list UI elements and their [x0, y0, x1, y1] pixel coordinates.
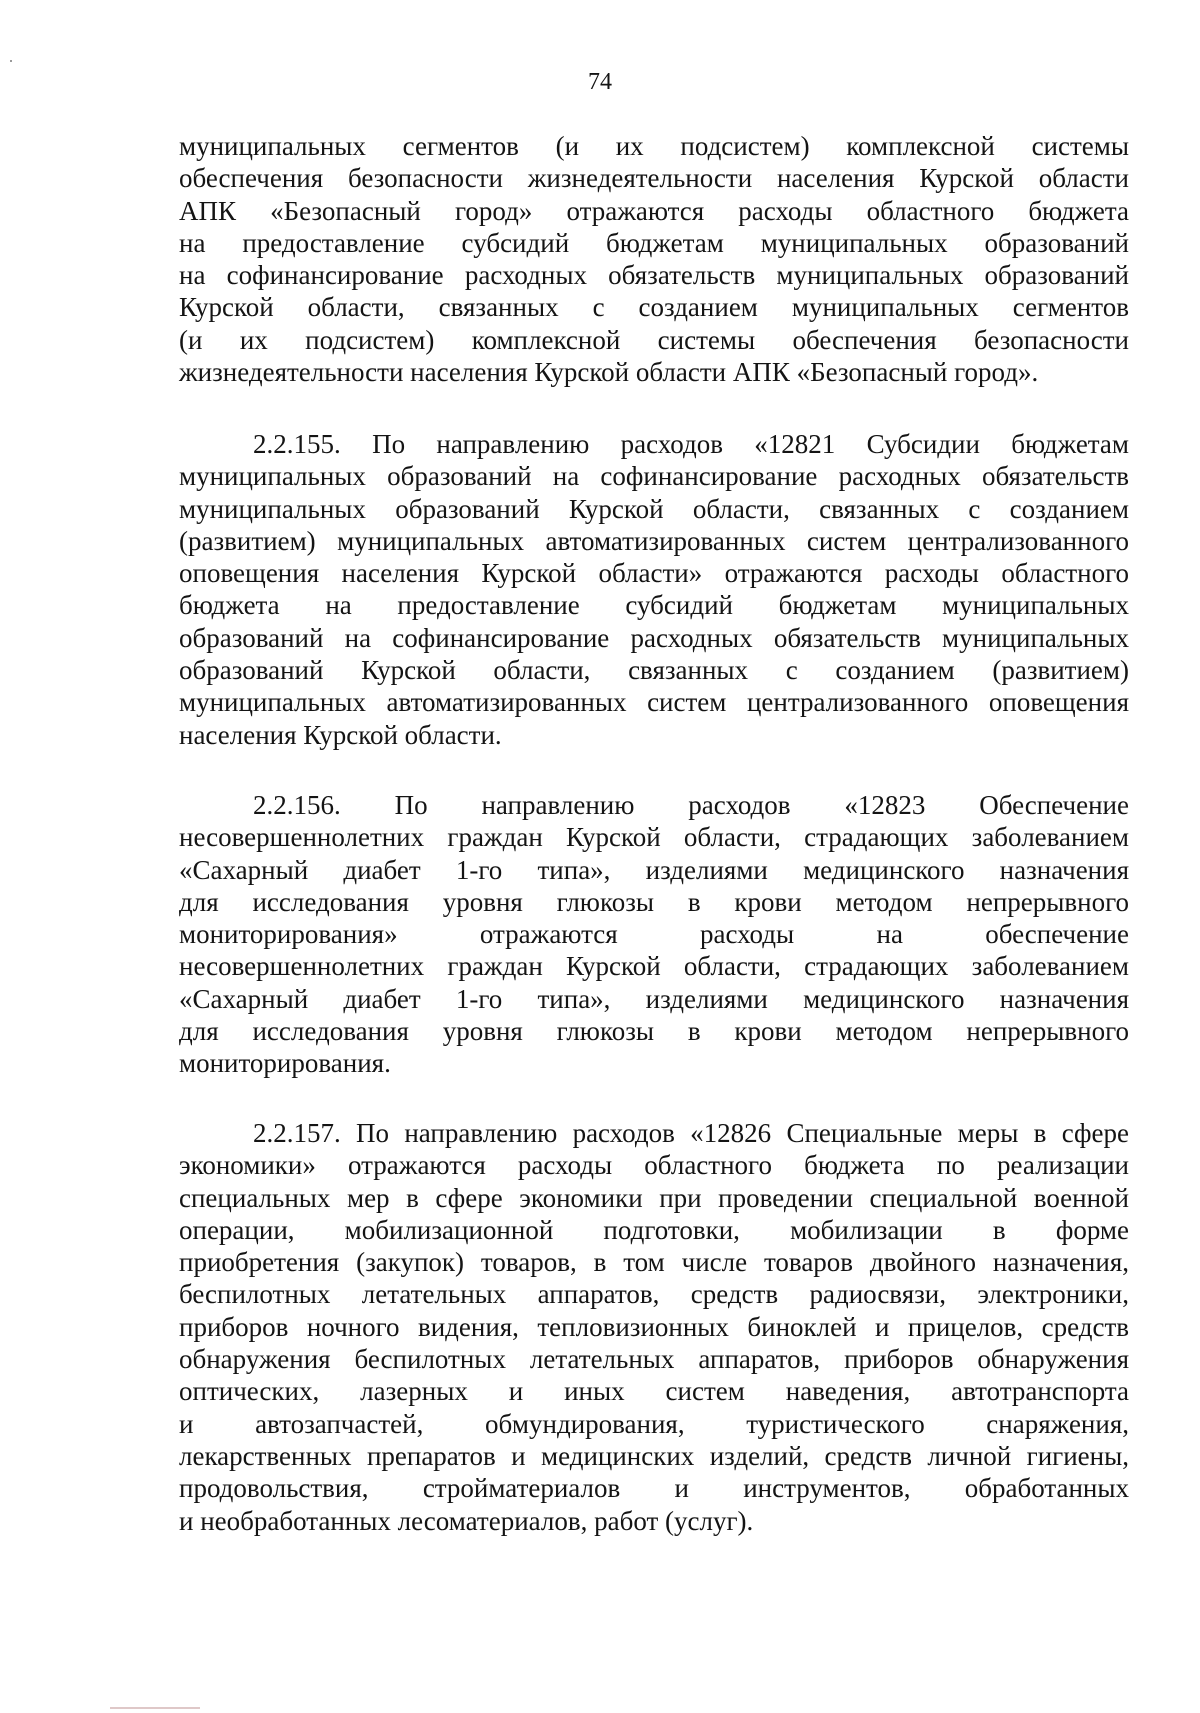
paragraph-line: муниципальных образований Курской области, связанных с созданием	[179, 493, 1129, 524]
paragraph-2-2-157	[179, 1117, 1129, 1537]
paragraph-line: образований Курской области, связанных с созданием (развитием)	[179, 655, 1129, 686]
paragraph-line: 2.2.156. По направлению расходов «12823 Обеспечение	[253, 790, 1129, 820]
paragraph-line: специальных мер в сфере экономики при проведении специальной военной	[179, 1182, 1129, 1213]
page-number: 74	[588, 69, 612, 95]
paragraph-line: муниципальных автоматизированных систем централизованного оповещения	[179, 687, 1129, 718]
scan-artifact	[10, 60, 12, 62]
paragraph-line: мониторирования.	[179, 1048, 391, 1079]
paragraph-line: мониторирования» отражаются расходы на обеспечение	[179, 919, 1129, 950]
paragraph-line: приборов ночного видения, тепловизионных биноклей и прицелов, средств	[179, 1311, 1129, 1342]
paragraph-line: «Сахарный диабет 1-го типа», изделиями медицинского назначения	[179, 983, 1129, 1014]
paragraph-line: и автозапчастей, обмундирования, туристического снаряжения,	[179, 1408, 1129, 1439]
paragraph-line: операции, мобилизационной подготовки, мобилизации в форме	[179, 1214, 1129, 1245]
paragraph-line: экономики» отражаются расходы областного бюджета по реализации	[179, 1150, 1129, 1181]
paragraph-line: населения Курской области.	[179, 719, 502, 750]
paragraph-line: несовершеннолетних граждан Курской области, страдающих заболеванием	[179, 822, 1129, 853]
paragraph-line: несовершеннолетних граждан Курской области, страдающих заболеванием	[179, 951, 1129, 982]
paragraph-line: приобретения (закупок) товаров, в том числе товаров двойного назначения,	[179, 1247, 1129, 1278]
paragraph-2-2-156	[179, 789, 1129, 1080]
paragraph-line: лекарственных препаратов и медицинских изделий, средств личной гигиены,	[179, 1440, 1129, 1471]
paragraph-line: на предоставление субсидий бюджетам муниципальных образований	[179, 227, 1129, 258]
paragraph-line: обнаружения беспилотных летательных аппаратов, приборов обнаружения	[179, 1344, 1129, 1375]
paragraph-line: беспилотных летательных аппаратов, средств радиосвязи, электроники,	[179, 1279, 1129, 1310]
paragraph-line: муниципальных образований на софинансирование расходных обязательств	[179, 461, 1129, 492]
paragraph-line: и необработанных лесоматериалов, работ (услуг).	[179, 1505, 754, 1536]
paragraph-line: оптических, лазерных и иных систем наведения, автотранспорта	[179, 1376, 1129, 1407]
scan-edge-artifact	[110, 1707, 200, 1709]
paragraph-line: на софинансирование расходных обязательств муниципальных образований	[179, 260, 1129, 291]
paragraph-line: 2.2.155. По направлению расходов «12821 Субсидии бюджетам	[253, 429, 1129, 459]
paragraph-line: бюджета на предоставление субсидий бюджетам муниципальных	[179, 590, 1129, 621]
paragraph-line: образований на софинансирование расходных обязательств муниципальных	[179, 622, 1129, 653]
paragraph-2-2-155	[179, 428, 1129, 751]
paragraph-line: муниципальных сегментов (и их подсистем) комплексной системы	[179, 131, 1129, 161]
paragraph-line: продовольствия, стройматериалов и инструментов, обработанных	[179, 1473, 1129, 1504]
paragraph-line: Курской области, связанных с созданием муниципальных сегментов	[179, 292, 1129, 323]
paragraph-line: для исследования уровня глюкозы в крови методом непрерывного	[179, 886, 1129, 917]
paragraph-line: жизнедеятельности населения Курской области АПК «Безопасный город».	[179, 357, 1039, 388]
paragraph-line: 2.2.157. По направлению расходов «12826 Специальные меры в сфере	[253, 1118, 1129, 1148]
paragraph-line: АПК «Безопасный город» отражаются расходы областного бюджета	[179, 195, 1129, 226]
paragraph-line: «Сахарный диабет 1-го типа», изделиями медицинского назначения	[179, 854, 1129, 885]
paragraph-line: обеспечения безопасности жизнедеятельности населения Курской области	[179, 163, 1129, 194]
paragraph-line: для исследования уровня глюкозы в крови методом непрерывного	[179, 1016, 1129, 1047]
paragraph-line: оповещения населения Курской области» отражаются расходы областного	[179, 558, 1129, 589]
paragraph-line: (развитием) муниципальных автоматизированных систем централизованного	[179, 525, 1129, 556]
paragraph-line: (и их подсистем) комплексной системы обеспечения безопасности	[179, 324, 1129, 355]
paragraph-continuation	[179, 130, 1129, 388]
